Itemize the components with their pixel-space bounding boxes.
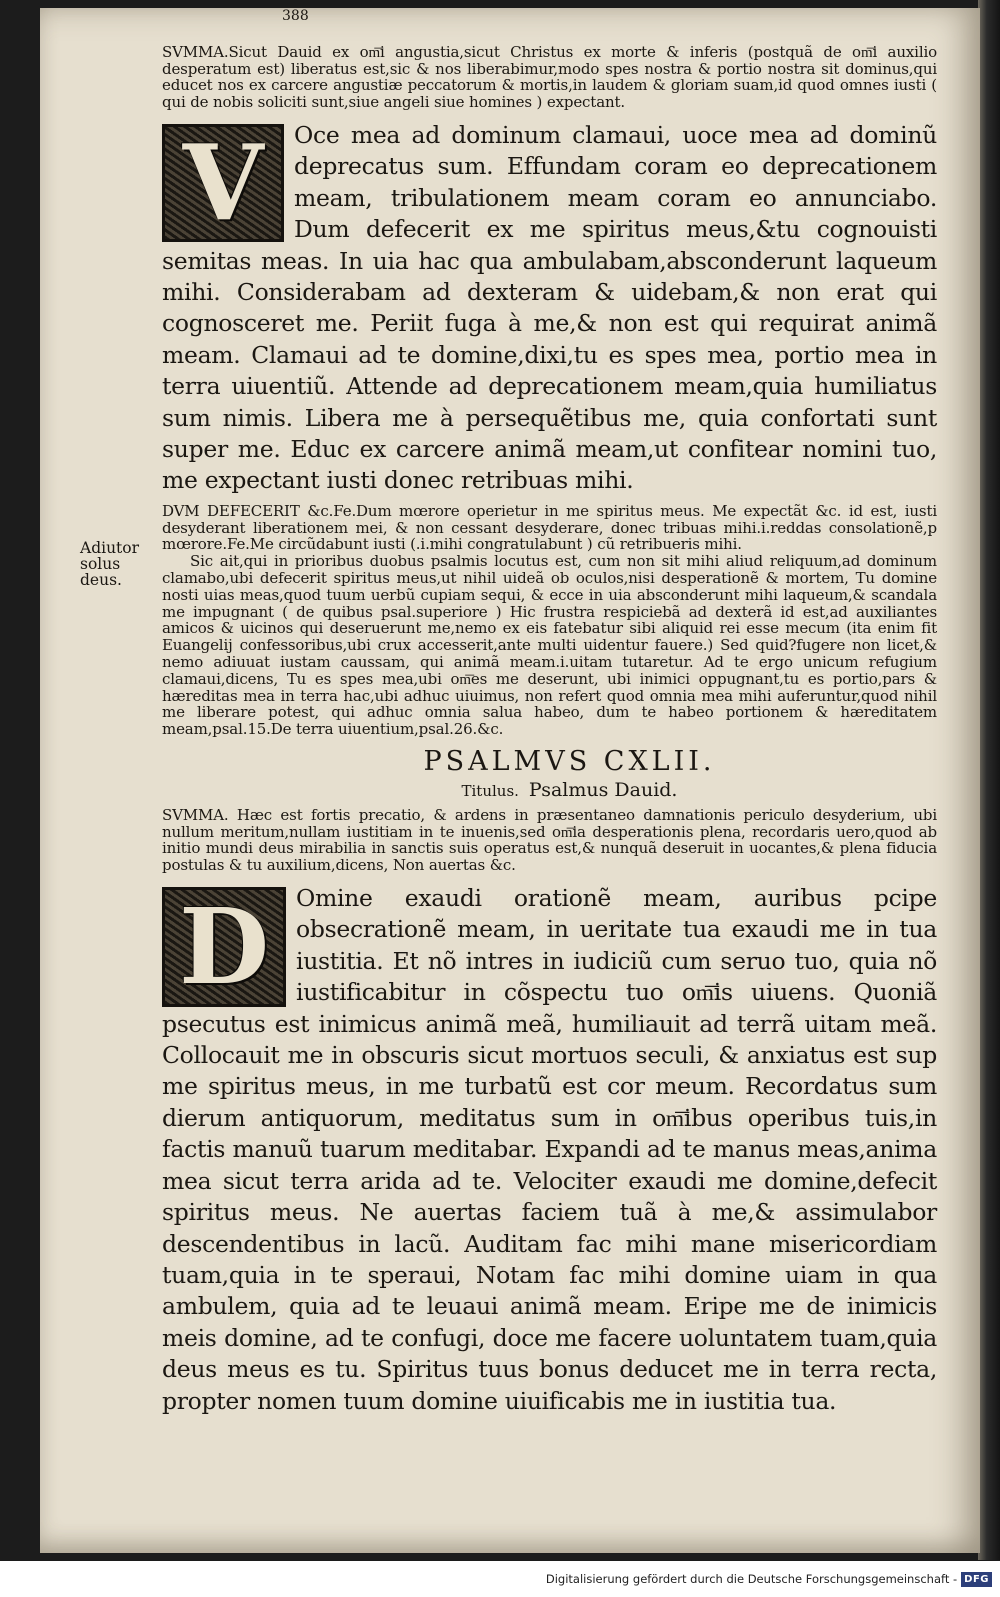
page-number: 388 <box>282 8 309 24</box>
psalm-142-title <box>162 779 937 801</box>
book-page <box>40 8 980 1553</box>
psalm-142-heading: PSALMVS CXLII. <box>423 746 716 778</box>
footer-credit: Digitalisierung gefördert durch die Deutsche Forschungsgemeinschaft - <box>545 1572 958 1586</box>
title-label: Titulus. <box>461 782 519 801</box>
commentary <box>162 503 937 738</box>
drop-cap-v <box>162 121 284 244</box>
margin-note: Adiutor solus deus. <box>80 539 140 589</box>
summa-psalm-142: SVMMA. Hæc est fortis precatio, & ardens in præsentaneo damnationis periculo desyderium, ubi nullum meritum,nullam iustitiam in te inuenis,sed om͞ia desperationis plena, recordaris uero,quod ab initio mundi deus mirabilia in sanctis suis operatus est,& nunquã deseruit in uocantes,& plena fiducia postulas & tu auxilium,dicens, Non auertas &c. <box>162 806 937 874</box>
commentary-para-2: Sic ait,qui in prioribus duobus psalmis locutus est, cum non sit mihi aliud reliquum,ad dominum clamabo,ubi defecerit spiritus meus,ut nihil uideã ob oculos,nisi desperationẽ & mortem, Tu domine nosti uias meas,quod tuum uerbũ cupiam sequi, & ecce in uia absconderunt mihi laqueum,& scandala me impugnant ( de quibus psal.superiore ) Hic frustra respiciebã ad dexterã id est,ad auxiliantes amicos & uicinos qui deseruerunt me,nemo ex eis fatebatur sibi aliquid rei esse mecum (ita enim fit Euangelij confessoribus,ubi crux accesserit,ante multi uidentur fauere.) Sed quid?fugere non licet,& nemo adiuuat iustam caussam, qui animã meam.i.uitam tutaretur. Ad te ergo unicum refugium clamaui,dicens, Tu es spes mea,ubi om͞es me deserunt, ubi inimici oppugnant,tu es portio,pars & hæreditas mea in terra hac,ubi adhuc uiuimus, non refert quod omnia mea mihi auferuntur,quod nihil me liberare potest, qui adhuc omnia salua habeo, dum te habeo portionem & hæreditatem meam,psal.15.De terra uiuentium,psal.26.&c. <box>162 552 937 739</box>
commentary-para-1: DVM DEFECERIT &c.Fe.Dum mœrore operietur in me spiritus meus. Me expectãt &c. id est, iusti desyderant liberationem mei, & non cessant desyderare, donec tribuas mihi.i.reddas consolationẽ,p mœrore.Fe.Me circũdabunt iusti (.i.mihi congratulabunt ) cũ retribueris mihi. <box>162 501 937 554</box>
dfg-logo: DFG <box>961 1572 992 1587</box>
drop-cap-letter: V <box>182 121 264 244</box>
drop-cap-letter: D <box>179 885 269 1009</box>
book-edge <box>978 0 1000 1560</box>
footer-bar <box>0 1561 1000 1597</box>
psalm-141-body: Oce mea ad dominum clamaui, uoce mea ad dominũ deprecatus sum. Effundam coram eo deprecationem meam, tribulationem meam coram eo annunciabo. Dum defecerit ex me spiritus meus,&tu cognouisti semitas meas. In uia hac qua ambulabam,absconderunt laqueum mihi. Considerabam ad dexteram & uidebam,& non erat qui cognosceret me. Periit fuga à me,& non est qui requirat animã meam. Clamaui ad te domine,dixi,tu es spes mea, portio mea in terra uiuentiũ. Attende ad deprecationem meam,quia humiliatus sum nimis. Libera me à persequẽtibus me, quia confortati sunt super me. Educ ex carcere animã meam,ut confitear nomini tuo, me expectant iusti donec retribuas mihi. <box>162 121 937 495</box>
psalm-142-text <box>162 883 937 1417</box>
summa-top: SVMMA.Sicut Dauid ex om͞i angustia,sicut Christus ex morte & inferis (postquã de om͞i auxilio desperatum est) liberatus est,sic & nos liberabimur,modo spes nostra & portio nostra sit dominus,qui educet nos ex carcere angustiæ peccatorum & mortis,in laudem & gloriam suam,id quod omnes iusti ( qui de nobis soliciti sunt,siue angeli siue homines ) expectant. <box>162 43 937 111</box>
text-block <box>162 8 937 1417</box>
psalm-141-text <box>162 120 937 497</box>
drop-cap-d <box>162 887 286 1007</box>
psalm-142-body: Omine exaudi orationẽ meam, auribus pcipe obsecrationẽ meam, in ueritate tua exaudi me in tua iustitia. Et nõ intres in iudiciũ cum seruo tuo, quia nõ iustificabitur in cõspectu tuo om͞is uiuens. Quoniã psecutus est inimicus animã meã, humiliauit ad terrã uitam meã. Collocauit me in obscuris sicut mortuos seculi, & anxiatus est sup me spiritus meus, in me turbatũ est cor meum. Recordatus sum dierum antiquorum, meditatus sum in om͞ibus operibus tuis,in factis manuũ tuarum meditabar. Expandi ad te manus meas,anima mea sicut terra arida ad te. Velociter exaudi me domine,defecit spiritus meus. Ne auertas faciem tuã à me,& assimulabor descendentibus in lacũ. Auditam fac mihi mane misericordiam tuam,quia in te speraui, Notam fac mihi domine uiam in qua ambulem, quia ad te leuaui animã meam. Eripe me de inimicis meis domine, ad te confugi, doce me facere uoluntatem tuam,quia deus meus es tu. Spiritus tuus bonus deducet me in terra recta, propter nomen tuum domine uiuificabis me in iustitia tua. <box>162 884 937 1415</box>
title-text: Psalmus Dauid. <box>528 779 678 802</box>
